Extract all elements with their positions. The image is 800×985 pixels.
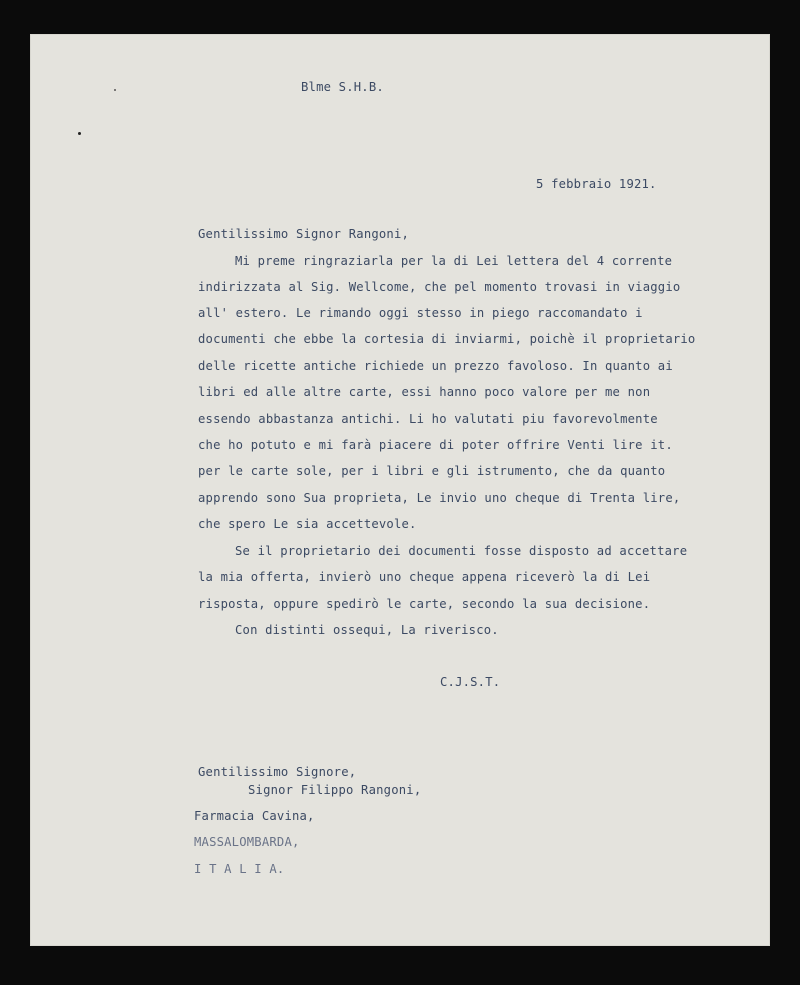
body-line-12: Se il proprietario dei documenti fosse disposto ad accettare [235, 544, 688, 558]
body-line-9: per le carte sole, per i libri e gli istrumento, che da quanto [198, 464, 666, 478]
letter-sheet [30, 34, 770, 946]
body-line-6: libri ed alle altre carte, essi hanno poco valore per me non [198, 385, 651, 399]
body-line-1: Mi preme ringraziarla per la di Lei lettera del 4 corrente [235, 254, 673, 268]
address-line-5: I T A L I A. [194, 862, 285, 876]
body-line-11: che spero Le sia accettevole. [198, 517, 417, 531]
body-line-3: all' estero. Le rimando oggi stesso in piego raccomandato i [198, 306, 643, 320]
address-line-1: Gentilissimo Signore, [198, 765, 357, 779]
body-line-4: documenti che ebbe la cortesia di inviarmi, poichè il proprietario [198, 332, 696, 346]
salutation: Gentilissimo Signor Rangoni, [198, 227, 410, 241]
address-line-4: MASSALOMBARDA, [194, 835, 300, 849]
body-line-13: la mia offerta, invierò uno cheque appena riceverò la di Lei [198, 570, 651, 584]
letter-date: 5 febbraio 1921. [536, 177, 657, 191]
paper-speck [114, 89, 116, 91]
body-line-8: che ho potuto e mi farà piacere di poter offrire Venti lire it. [198, 438, 673, 452]
body-line-15: Con distinti ossequi, La riverisco. [235, 623, 499, 637]
body-line-7: essendo abbastanza antichi. Li ho valutati piu favorevolmente [198, 412, 658, 426]
body-line-5: delle ricette antiche richiede un prezzo favoloso. In quanto ai [198, 359, 673, 373]
address-line-3: Farmacia Cavina, [194, 809, 315, 823]
reference-line: Blme S.H.B. [301, 80, 384, 94]
body-line-14: risposta, oppure spedirò le carte, secondo la sua decisione. [198, 597, 651, 611]
address-line-2: Signor Filippo Rangoni, [248, 783, 422, 797]
signature-initials: C.J.S.T. [440, 675, 501, 689]
body-line-10: apprendo sono Sua proprieta, Le invio uno cheque di Trenta lire, [198, 491, 681, 505]
paper-speck [78, 132, 81, 135]
body-line-2: indirizzata al Sig. Wellcome, che pel momento trovasi in viaggio [198, 280, 681, 294]
